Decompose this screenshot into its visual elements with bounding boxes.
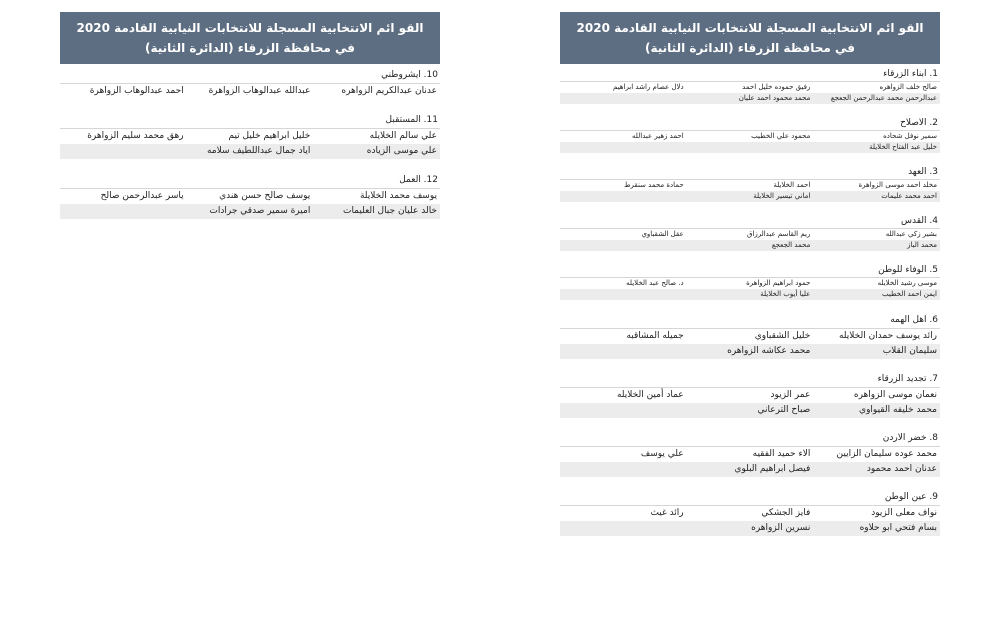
list-title: 2. الاصلاح bbox=[560, 117, 940, 131]
list-title: 8. خضر الاردن bbox=[560, 431, 940, 447]
candidate-name: احمد زهير عبدالله bbox=[632, 132, 684, 140]
list-title: 11. المستقبل bbox=[60, 113, 440, 129]
title-line-1: القو ائم الانتخابية المسجلة للانتخابات النيابية القادمة 2020 bbox=[76, 21, 424, 35]
candidate-name: فيصل ابراهيم البلوي bbox=[734, 464, 811, 474]
table-row bbox=[60, 204, 440, 219]
candidate-lists bbox=[60, 68, 440, 219]
candidate-name: خليل الشقباوي bbox=[754, 331, 811, 341]
candidate-list bbox=[560, 68, 940, 104]
title-banner bbox=[60, 12, 440, 64]
candidate-name: علي يوسف bbox=[640, 449, 684, 459]
table-row bbox=[560, 388, 940, 403]
candidate-name: عقل الشقباوي bbox=[641, 230, 684, 238]
list-title: 7. تجديد الزرقاء bbox=[560, 372, 940, 388]
table-row bbox=[560, 142, 940, 153]
candidate-name: رفيق حموده خليل احمد bbox=[742, 83, 811, 91]
candidate-name: حمود ابراهيم الزواهرة bbox=[746, 279, 811, 287]
candidate-name: محمد الجعجع bbox=[771, 241, 811, 249]
candidate-name: عمر الزيود bbox=[770, 390, 811, 400]
candidate-name: نعمان موسى الزواهره bbox=[853, 390, 937, 400]
candidate-name: خليل عبد الفتاح الخلايلة bbox=[869, 143, 937, 151]
table-row bbox=[560, 278, 940, 289]
table-row bbox=[560, 521, 940, 536]
candidate-list bbox=[560, 431, 940, 477]
table-row bbox=[560, 180, 940, 191]
table-row bbox=[60, 189, 440, 204]
candidate-name bbox=[560, 289, 687, 300]
candidate-name bbox=[60, 144, 187, 159]
candidate-name: سليمان القلاب bbox=[882, 346, 937, 356]
candidate-name: احمد الخلايلة bbox=[773, 181, 811, 189]
document-page-right bbox=[560, 12, 940, 536]
candidate-name: مخلد احمد موسى الزواهرة bbox=[858, 181, 937, 189]
table-row bbox=[560, 329, 940, 344]
candidate-lists bbox=[560, 68, 940, 536]
candidate-name bbox=[687, 142, 814, 153]
candidate-name: ايمن احمد الخطيب bbox=[881, 290, 937, 298]
candidate-name: رائد غيث bbox=[650, 508, 684, 518]
candidate-name: عماد أمين الخلايله bbox=[616, 390, 684, 400]
table-row bbox=[560, 240, 940, 251]
candidate-name: اماني تيسير الخلايلة bbox=[753, 192, 811, 200]
candidate-name: علي موسى الزياده bbox=[366, 146, 437, 156]
candidate-name bbox=[60, 204, 187, 219]
candidate-name: ريم القاسم عبدالرزاق bbox=[746, 230, 811, 238]
candidate-name bbox=[560, 521, 687, 536]
candidate-name: جميله المشاقبه bbox=[626, 331, 684, 341]
table-row bbox=[560, 93, 940, 104]
candidate-name: الاء حميد الفقيه bbox=[752, 449, 811, 459]
candidate-name: حمادة محمد سنقرط bbox=[624, 181, 684, 189]
candidate-name: رهق محمد سليم الزواهرة bbox=[87, 131, 184, 141]
candidate-list bbox=[560, 117, 940, 153]
candidate-name: خالد عليان جبال العليمات bbox=[342, 206, 437, 216]
candidate-name: نسرين الزواهره bbox=[751, 523, 811, 533]
list-title: 12. العمل bbox=[60, 173, 440, 189]
list-title: 6. اهل الهمه bbox=[560, 313, 940, 329]
candidate-name: ياسر عبدالرحمن صالح bbox=[100, 191, 184, 201]
candidate-name: عبدالله عبدالوهاب الزواهرة bbox=[208, 86, 311, 96]
candidate-name bbox=[560, 403, 687, 418]
table-row bbox=[560, 191, 940, 202]
document-page-left bbox=[60, 12, 440, 219]
candidate-name: محمود علي الخطيب bbox=[751, 132, 811, 140]
candidate-name: د. صالح عبد الخلايله bbox=[626, 279, 684, 287]
candidate-name: محمد عكاشه الزواهره bbox=[727, 346, 811, 356]
candidate-name: عدنان عبدالكريم الزواهره bbox=[341, 86, 437, 96]
candidate-name: بشير زكي عبدالله bbox=[885, 230, 937, 238]
table-row bbox=[560, 447, 940, 462]
candidate-name bbox=[560, 93, 687, 104]
table-row bbox=[560, 403, 940, 418]
table-row bbox=[560, 82, 940, 93]
candidate-name: محمد محمود احمد عليان bbox=[738, 94, 811, 102]
candidate-name: خليل ابراهيم خليل تيم bbox=[228, 131, 311, 141]
list-title: 1. ابناء الزرقاء bbox=[560, 68, 940, 82]
candidate-name: عبدالرحمن محمد عبدالرحمن الجعجع bbox=[830, 94, 937, 102]
candidate-name bbox=[560, 142, 687, 153]
candidate-name bbox=[560, 240, 687, 251]
candidate-name: احمد عبدالوهاب الزواهرة bbox=[89, 86, 184, 96]
candidate-name: رائد يوسف حمدان الخلايله bbox=[838, 331, 937, 341]
list-title: 3. العهد bbox=[560, 166, 940, 180]
list-title: 4. القدس bbox=[560, 215, 940, 229]
candidate-name: محمد خليفه القيواوي bbox=[859, 405, 937, 415]
table-row bbox=[60, 129, 440, 144]
candidate-list bbox=[560, 166, 940, 202]
candidate-name: اميرة سمير صدقي جرادات bbox=[209, 206, 311, 216]
candidate-name bbox=[560, 462, 687, 477]
candidate-name: صباح الترعاني bbox=[757, 405, 811, 415]
candidate-name: صالح خلف الزواهره bbox=[879, 83, 937, 91]
candidate-name: نواف معلى الزيود bbox=[871, 508, 937, 518]
list-title: 5. الوفاء للوطن bbox=[560, 264, 940, 278]
table-row bbox=[560, 344, 940, 359]
candidate-list bbox=[560, 490, 940, 536]
candidate-name: محمد الباز bbox=[907, 241, 937, 249]
candidate-name: علي سالم الخلايله bbox=[369, 131, 437, 141]
title-banner bbox=[560, 12, 940, 64]
candidate-name: عدنان احمد محمود bbox=[866, 464, 937, 474]
candidate-name: فايز الجشكي bbox=[761, 508, 811, 518]
table-row bbox=[60, 144, 440, 159]
candidate-name: عليا أيوب الخلايلة bbox=[760, 290, 811, 298]
list-title: 9. عين الوطن bbox=[560, 490, 940, 506]
candidate-list bbox=[560, 372, 940, 418]
title-line-1: القو ائم الانتخابية المسجلة للانتخابات النيابية القادمة 2020 bbox=[576, 21, 924, 35]
table-row bbox=[560, 506, 940, 521]
title-line-2: في محافظة الزرقاء (الدائرة الثانية) bbox=[645, 41, 855, 55]
table-row bbox=[560, 289, 940, 300]
candidate-list bbox=[60, 113, 440, 159]
candidate-name bbox=[560, 344, 687, 359]
candidate-list bbox=[60, 68, 440, 99]
candidate-list bbox=[560, 264, 940, 300]
candidate-name bbox=[560, 191, 687, 202]
candidate-name: محمد عوده سليمان الزايين bbox=[836, 449, 937, 459]
candidate-name: بسام فتحي ابو حلاوه bbox=[859, 523, 937, 533]
candidate-list bbox=[60, 173, 440, 219]
candidate-name: دلال عصام راشد ابراهيم bbox=[613, 83, 684, 91]
table-row bbox=[560, 131, 940, 142]
candidate-list bbox=[560, 215, 940, 251]
title-line-2: في محافظة الزرقاء (الدائرة الثانية) bbox=[145, 41, 355, 55]
table-row bbox=[560, 462, 940, 477]
candidate-name: يوسف صالح حسن هندي bbox=[219, 191, 311, 201]
candidate-list bbox=[560, 313, 940, 359]
candidate-name: يوسف محمد الخلايلة bbox=[359, 191, 437, 201]
candidate-name: احمد محمد عليمات bbox=[881, 192, 937, 200]
candidate-name: اياد جمال عبداللطيف سلامه bbox=[206, 146, 311, 156]
table-row bbox=[60, 84, 440, 99]
candidate-name: سمير نوفل شحاده bbox=[883, 132, 937, 140]
table-row bbox=[560, 229, 940, 240]
candidate-name: موسى رشيد الخلايله bbox=[877, 279, 937, 287]
list-title: 10. ايشروطني bbox=[60, 68, 440, 84]
